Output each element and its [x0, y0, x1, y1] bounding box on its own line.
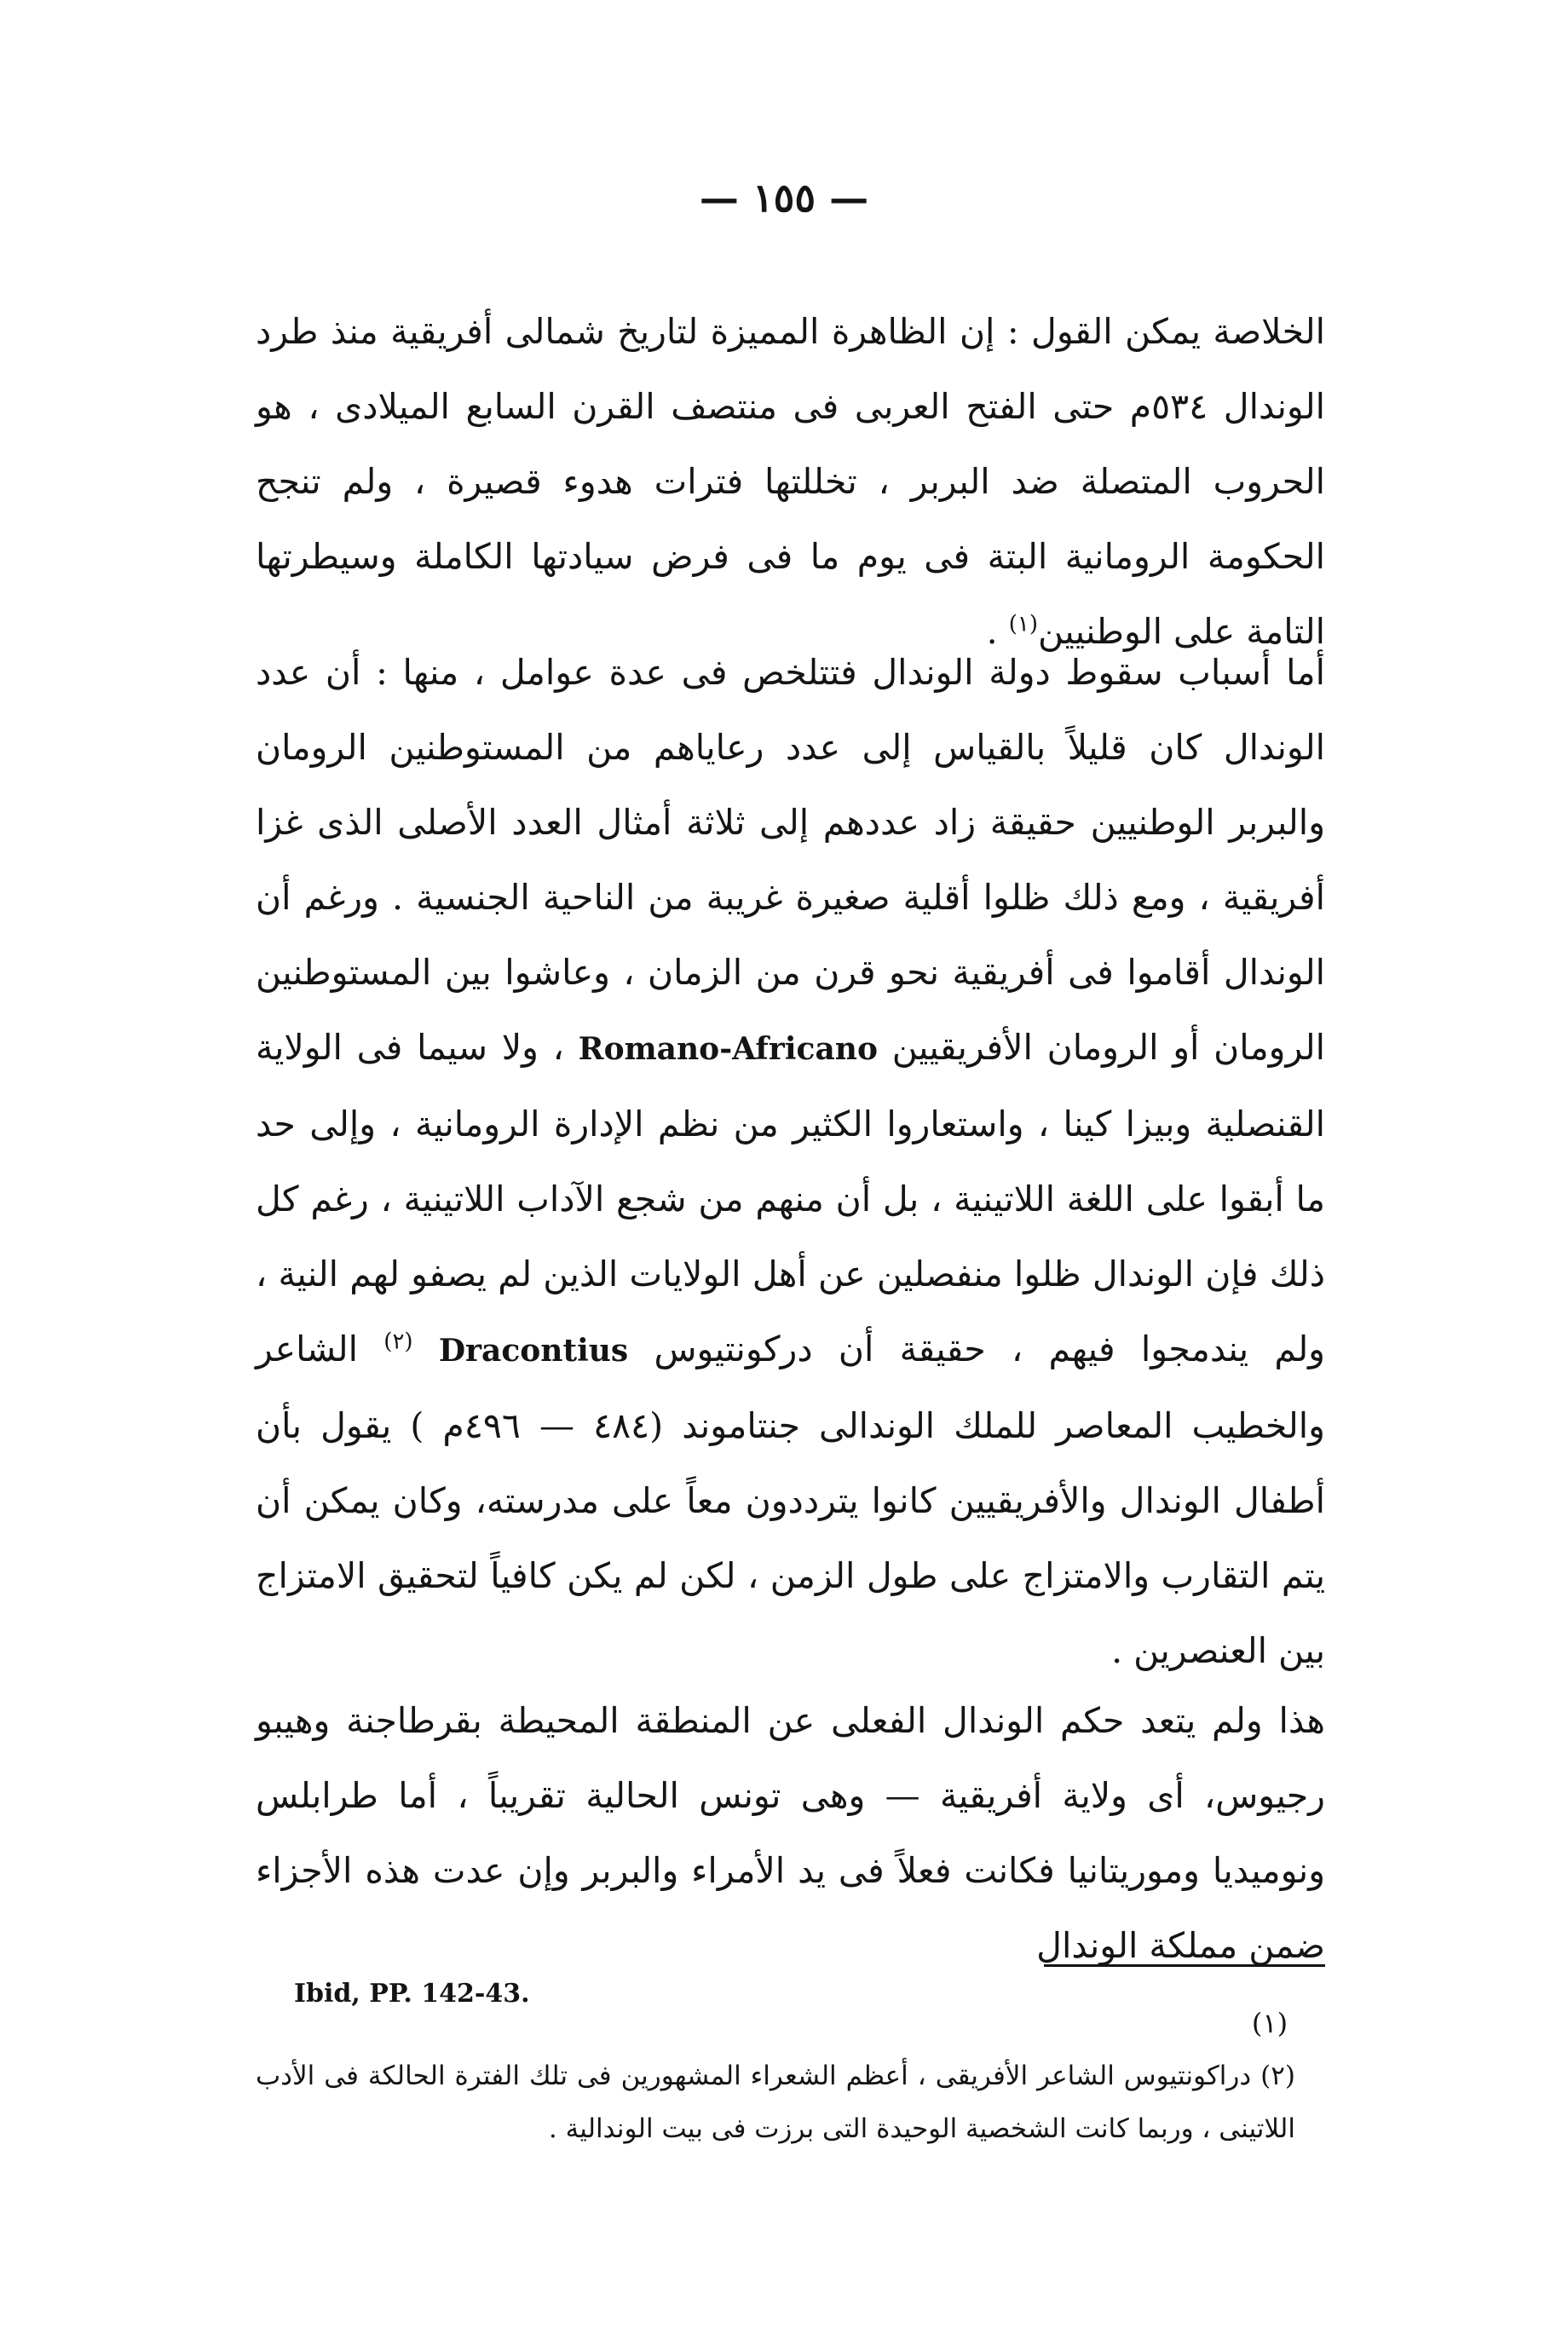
paragraph-causes-text	[256, 635, 1325, 1688]
latin-term-romano-africano: Romano-Africano	[578, 1031, 878, 1067]
paragraph-conclusion-end: .	[986, 611, 1009, 652]
page-number: — ١٥٥ —	[699, 175, 869, 221]
footnote-2	[256, 2050, 1295, 2155]
paragraph-causes-part-3: الشاعر والخطيب المعاصر للملك الوندالى جنتاموند (٤٨٤ — ٤٩٦م ) يقول بأن أطفال الوندال والأفريقيين كانوا يترددون معاً على مدرسته، وكان يمكن أن يتم التقارب والامتزاج على طول الزمن ، لكن لم يكن كافياً لتحقيق الامتزاج بين العنصرين .	[256, 1329, 1325, 1671]
paragraph-conclusion	[256, 294, 1325, 669]
paragraph-conclusion-text	[256, 294, 1325, 669]
paragraph-territory	[256, 1683, 1325, 1983]
paragraph-causes-part-1: أما أسباب سقوط دولة الوندال فتتلخص فى عدة عوامل ، منها : أن عدد الوندال كان قليلاً بالقياس إلى عدد رعاياهم من المستوطنين الرومان والبربر الوطنيين حقيقة زاد عددهم إلى ثلاثة أمثال العدد الأصلى الذى غزا أفريقية ، ومع ذلك ظلوا أقلية صغيرة غريبة من الناحية الجنسية . ورغم أن الوندال أقاموا فى أفريقية نحو قرن من الزمان ، وعاشوا بين المستوطنين الرومان أو الرومان الأفريقيين	[256, 652, 1325, 1068]
latin-term-dracontius: Dracontius	[438, 1333, 629, 1369]
paragraph-conclusion-body: الخلاصة يمكن القول : إن الظاهرة المميزة لتاريخ شمالى أفريقية منذ طرد الوندال ٥٣٤م حتى الفتح العربى فى منتصف القرن السابع الميلادى ، هو الحروب المتصلة ضد البربر ، تخللتها فترات هدوء قصيرة ، ولم تنجح الحكومة الرومانية البتة فى يوم ما فى فرض سيادتها الكاملة وسيطرتها التامة على الوطنيين	[256, 311, 1325, 652]
footnote-1-number: (١)	[1251, 2007, 1288, 2039]
footnote-ref-1[interactable]: (١)	[1008, 611, 1038, 637]
paragraph-territory-text	[256, 1683, 1325, 1983]
paragraph-causes-part-2: ، ولا سيما فى الولاية القنصلية وبيزا كينا ، واستعاروا الكثير من نظم الإدارة الرومانية ، وإلى حد ما أبقوا على اللغة اللاتينية ، بل أن منهم من شجع الآداب اللاتينية ، رغم كل ذلك فإن الوندال ظلوا منفصلين عن أهل الولايات الذين لم يصفو لهم النية ، ولم يندمجوا فيهم ، حقيقة أن دركونتيوس	[256, 1027, 1325, 1369]
footnote-ref-2[interactable]: (٢)	[383, 1329, 413, 1355]
footnote-2-number: (٢)	[1260, 2061, 1296, 2091]
paragraph-territory-body: هذا ولم يتعد حكم الوندال الفعلى عن المنطقة المحيطة بقرطاجنة وهيبو رجيوس، أى ولاية أفريقية — وهى تونس الحالية تقريباً ، أما طرابلس ونوميديا وموريتانيا فكانت فعلاً فى يد الأمراء والبربر وإن عدت هذه الأجزاء ضمن مملكة الوندال	[256, 1700, 1325, 1966]
footnote-divider	[1044, 1964, 1325, 1967]
paragraph-causes	[256, 635, 1325, 1688]
footnote-2-text: دراكونتيوس الشاعر الأفريقى ، أعظم الشعراء المشهورين فى تلك الفترة الحالكة فى الأدب اللاتينى ، وربما كانت الشخصية الوحيدة التى برزت فى بيت الوندالية .	[256, 2061, 1295, 2144]
footnote-1-text: Ibid, PP. 142-43.	[294, 1979, 530, 2009]
